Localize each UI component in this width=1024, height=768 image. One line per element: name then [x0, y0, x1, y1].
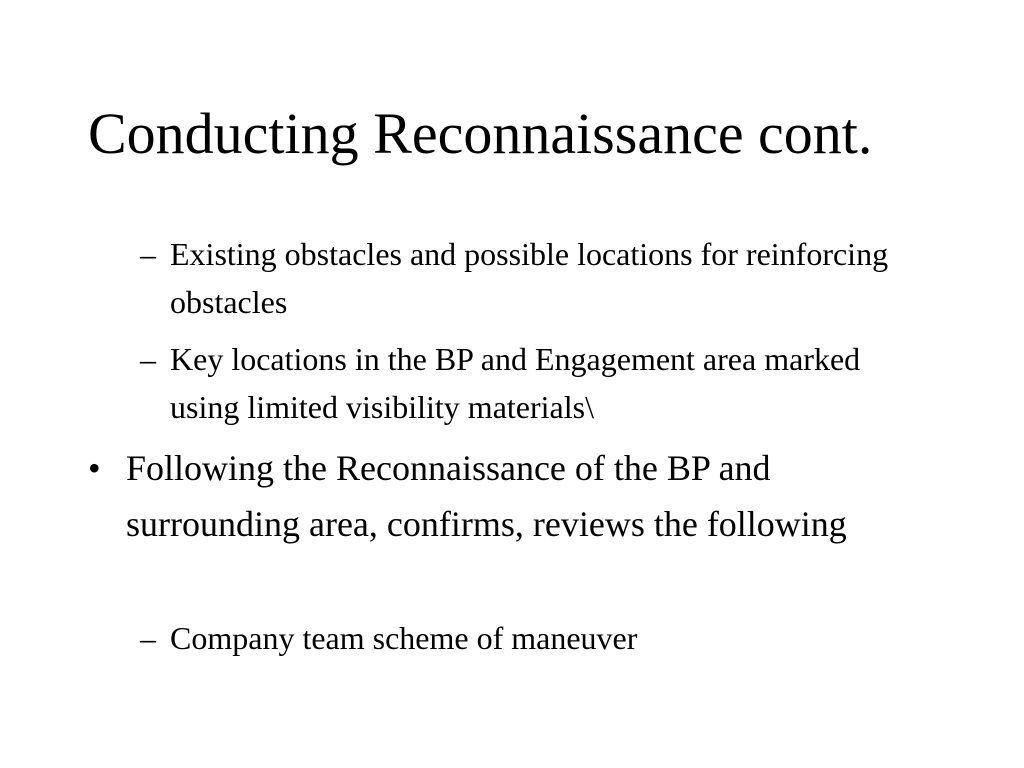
slide-title: Conducting Reconnaissance cont. [88, 101, 873, 166]
dash-marker: – [140, 620, 156, 656]
bullet-marker: • [88, 448, 101, 488]
bullet-text: Following the Reconnaissance of the BP and surrounding area, confirms, reviews the following [126, 448, 847, 544]
sub-bullet-item [140, 614, 910, 662]
bullet-item [88, 440, 946, 552]
sub-bullet-text: Existing obstacles and possible locations for reinforcing obstacles [170, 236, 889, 320]
sub-bullet-item [140, 335, 910, 431]
dash-marker: – [140, 341, 156, 377]
dash-marker: – [140, 236, 156, 272]
sub-bullet-text: Key locations in the BP and Engagement area marked using limited visibility materials\ [170, 341, 861, 425]
sub-bullet-item [140, 230, 910, 326]
sub-bullet-text: Company team scheme of maneuver [170, 620, 638, 656]
